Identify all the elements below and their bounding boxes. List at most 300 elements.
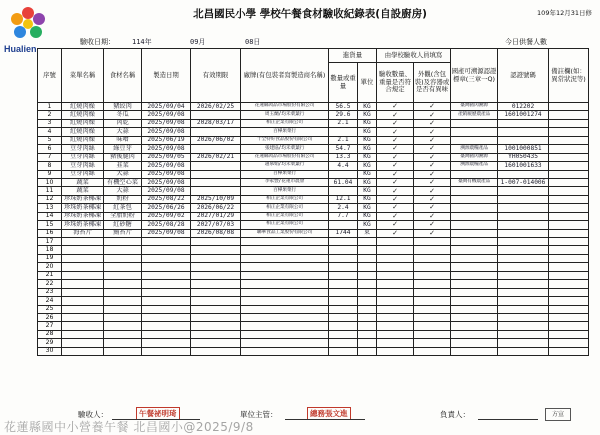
row-remarks <box>549 229 589 237</box>
row-unit <box>358 271 377 279</box>
row-check-qty <box>377 280 414 288</box>
row-check-shape: ✓ <box>414 136 451 144</box>
table-row <box>38 170 589 178</box>
row-check-shape: ✓ <box>414 204 451 212</box>
row-check-qty <box>377 288 414 296</box>
row-brand: 花蓮縣肉品市場股份有限公司 <box>241 153 329 161</box>
row-check-qty <box>377 347 414 355</box>
row-dish <box>62 263 104 271</box>
row-dish <box>62 339 104 347</box>
row-remarks <box>549 347 589 355</box>
row-dish: 蔬菜 <box>62 187 104 195</box>
row-ingredient: 奶粉 <box>104 195 142 203</box>
row-check-qty: ✓ <box>377 153 414 161</box>
row-check-qty <box>377 254 414 262</box>
row-qty: 1744 <box>329 229 358 237</box>
row-dish <box>62 288 104 296</box>
row-ingredient: 綠豆芽 <box>104 145 142 153</box>
row-expiry <box>191 305 241 313</box>
row-brand <box>241 313 329 321</box>
row-unit: KG <box>358 119 377 127</box>
row-remarks <box>549 288 589 296</box>
row-check-shape: ✓ <box>414 103 451 111</box>
row-unit <box>358 246 377 254</box>
row-check-qty <box>377 297 414 305</box>
row-unit: KG <box>358 111 377 119</box>
row-cert-no: 1-007-014006 <box>498 178 549 186</box>
row-cert <box>451 271 498 279</box>
table-row <box>38 212 589 220</box>
row-cert <box>451 254 498 262</box>
row-brand: 百樺果菜行 <box>241 170 329 178</box>
row-remarks <box>549 136 589 144</box>
row-cert <box>451 136 498 144</box>
row-dish <box>62 246 104 254</box>
col-expiry: 有效期限 <box>191 49 241 103</box>
row-remarks <box>549 339 589 347</box>
row-expiry: 2026/02/25 <box>191 103 241 111</box>
row-no: 22 <box>38 280 62 288</box>
row-remarks <box>549 170 589 178</box>
row-mfg-date: 2025/09/08 <box>142 229 191 237</box>
row-check-qty: ✓ <box>377 145 414 153</box>
row-check-shape: ✓ <box>414 195 451 203</box>
row-check-qty: ✓ <box>377 229 414 237</box>
row-check-qty <box>377 322 414 330</box>
row-expiry <box>191 339 241 347</box>
row-cert-no <box>498 187 549 195</box>
row-no: 29 <box>38 339 62 347</box>
unit-head-sign-line <box>285 419 365 420</box>
row-ingredient: 紅砂糖 <box>104 221 142 229</box>
row-ingredient: 紅茶包 <box>104 204 142 212</box>
row-dish: 豆芽肉絲 <box>62 153 104 161</box>
row-unit <box>358 330 377 338</box>
row-brand <box>241 271 329 279</box>
row-check-qty: ✓ <box>377 187 414 195</box>
row-unit <box>358 339 377 347</box>
row-expiry <box>191 347 241 355</box>
row-ingredient <box>104 288 142 296</box>
row-check-shape <box>414 322 451 330</box>
row-check-qty <box>377 238 414 246</box>
table-row <box>38 254 589 262</box>
row-mfg-date <box>142 254 191 262</box>
table-row <box>38 322 589 330</box>
row-cert <box>451 347 498 355</box>
row-qty <box>329 297 358 305</box>
col-remarks: 備註欄(如：異常狀況等) <box>549 49 589 103</box>
table-row <box>38 229 589 237</box>
row-expiry <box>191 246 241 254</box>
row-cert-no <box>498 204 549 212</box>
row-remarks <box>549 119 589 127</box>
row-cert-no <box>498 263 549 271</box>
row-dish <box>62 254 104 262</box>
table-row <box>38 153 589 161</box>
col-check-shape: 外觀(含包裝)及容器或是否有異味 <box>414 63 451 103</box>
watermark-text: 花蓮縣國中小營養午餐 北昌國小@2025/9/8 <box>4 420 254 434</box>
row-cert-no <box>498 195 549 203</box>
row-mfg-date <box>142 246 191 254</box>
row-mfg-date <box>142 271 191 279</box>
row-check-shape: ✓ <box>414 145 451 153</box>
row-cert <box>451 204 498 212</box>
row-dish <box>62 330 104 338</box>
row-remarks <box>549 330 589 338</box>
row-check-qty: ✓ <box>377 204 414 212</box>
row-brand <box>241 339 329 347</box>
row-mfg-date: 2025/09/08 <box>142 111 191 119</box>
row-cert-no <box>498 254 549 262</box>
row-check-shape: ✓ <box>414 111 451 119</box>
row-cert: 產銷履歷農產品 <box>451 111 498 119</box>
row-qty: 29.6 <box>329 111 358 119</box>
table-row <box>38 103 589 111</box>
row-unit: KG <box>358 153 377 161</box>
row-check-shape: ✓ <box>414 212 451 220</box>
row-cert-no: 1001000851 <box>498 145 549 153</box>
row-cert-no <box>498 119 549 127</box>
row-cert <box>451 322 498 330</box>
row-unit <box>358 280 377 288</box>
table-row <box>38 305 589 313</box>
table-row <box>38 280 589 288</box>
table-row <box>38 297 589 305</box>
row-unit: KG <box>358 136 377 144</box>
row-no: 19 <box>38 254 62 262</box>
row-cert <box>451 212 498 220</box>
table-row <box>38 339 589 347</box>
row-check-qty: ✓ <box>377 195 414 203</box>
row-cert-no <box>498 288 549 296</box>
row-mfg-date: 2025/08/28 <box>142 221 191 229</box>
row-remarks <box>549 238 589 246</box>
table-row <box>38 119 589 127</box>
row-expiry <box>191 322 241 330</box>
servings-label: 今日供餐人數 <box>505 38 547 46</box>
row-no: 21 <box>38 271 62 279</box>
row-qty <box>329 254 358 262</box>
row-cert-no <box>498 170 549 178</box>
row-cert <box>451 238 498 246</box>
row-dish: 珍珠奶茶椰凍 <box>62 195 104 203</box>
row-expiry <box>191 297 241 305</box>
row-qty <box>329 313 358 321</box>
row-remarks <box>549 162 589 170</box>
row-mfg-date: 2025/09/08 <box>142 119 191 127</box>
row-mfg-date <box>142 347 191 355</box>
row-ingredient <box>104 297 142 305</box>
row-remarks <box>549 221 589 229</box>
row-cert-no <box>498 330 549 338</box>
row-ingredient: 有機空心菜 <box>104 178 142 186</box>
row-dish: 珍珠奶茶椰凍 <box>62 221 104 229</box>
row-no: 18 <box>38 246 62 254</box>
row-mfg-date <box>142 297 191 305</box>
row-cert-no <box>498 238 549 246</box>
responsible-sign-line <box>478 419 538 420</box>
row-no: 5 <box>38 136 62 144</box>
row-mfg-date: 2025/09/05 <box>142 153 191 161</box>
row-unit <box>358 313 377 321</box>
row-brand: 十全特好食品股份有限公司 <box>241 136 329 144</box>
row-unit <box>358 322 377 330</box>
row-ingredient: 味噌 <box>104 136 142 144</box>
row-no: 13 <box>38 204 62 212</box>
row-ingredient <box>104 322 142 330</box>
table-row <box>38 195 589 203</box>
row-cert <box>451 187 498 195</box>
row-cert <box>451 170 498 178</box>
table-row <box>38 288 589 296</box>
row-brand: 周玉蘭/均禾菜葉行 <box>241 111 329 119</box>
row-no: 7 <box>38 153 62 161</box>
row-check-shape: ✓ <box>414 187 451 195</box>
row-cert <box>451 339 498 347</box>
row-cert <box>451 313 498 321</box>
row-check-qty <box>377 313 414 321</box>
row-remarks <box>549 322 589 330</box>
row-unit <box>358 238 377 246</box>
row-brand <box>241 288 329 296</box>
row-brand <box>241 347 329 355</box>
row-dish <box>62 322 104 330</box>
inspection-day: 08日 <box>245 38 261 46</box>
row-check-shape <box>414 305 451 313</box>
row-ingredient <box>104 280 142 288</box>
row-expiry <box>191 145 241 153</box>
row-qty <box>329 280 358 288</box>
row-no: 2 <box>38 111 62 119</box>
row-check-shape <box>414 330 451 338</box>
row-no: 10 <box>38 178 62 186</box>
row-cert <box>451 305 498 313</box>
col-unit: 單位 <box>358 63 377 103</box>
row-qty: 2.1 <box>329 136 358 144</box>
col-cert-no: 認證號碼 <box>498 49 549 103</box>
inspector-stamp: 午餐祕明琦 <box>136 407 180 420</box>
row-no: 25 <box>38 305 62 313</box>
row-cert-no: 1601001633 <box>498 162 549 170</box>
row-mfg-date: 2025/09/08 <box>142 162 191 170</box>
inspection-date-label: 驗收日期： <box>80 38 115 46</box>
row-expiry <box>191 280 241 288</box>
row-check-qty: ✓ <box>377 170 414 178</box>
row-qty <box>329 187 358 195</box>
inspection-table <box>37 48 589 356</box>
row-remarks <box>549 145 589 153</box>
row-expiry: 2028/03/17 <box>191 119 241 127</box>
row-no: 4 <box>38 128 62 136</box>
row-ingredient: 大蒜 <box>104 170 142 178</box>
col-inspector-group: 由學校驗收人員填寫 <box>377 49 451 63</box>
row-check-shape: ✓ <box>414 153 451 161</box>
row-mfg-date: 2025/09/02 <box>142 212 191 220</box>
table-row <box>38 246 589 254</box>
row-check-shape: ✓ <box>414 128 451 136</box>
row-cert-no <box>498 322 549 330</box>
row-cert-no: YH050435 <box>498 153 549 161</box>
row-dish: 紅燒肉燥 <box>62 128 104 136</box>
row-no: 14 <box>38 212 62 220</box>
row-unit: KG <box>358 145 377 153</box>
row-check-qty: ✓ <box>377 221 414 229</box>
row-no: 20 <box>38 263 62 271</box>
row-qty: 7.7 <box>329 212 358 220</box>
row-no: 12 <box>38 195 62 203</box>
row-cert-no <box>498 246 549 254</box>
row-ingredient <box>104 313 142 321</box>
row-no: 9 <box>38 170 62 178</box>
row-cert <box>451 195 498 203</box>
row-remarks <box>549 153 589 161</box>
row-mfg-date <box>142 313 191 321</box>
row-ingredient <box>104 238 142 246</box>
row-unit <box>358 254 377 262</box>
table-row <box>38 221 589 229</box>
row-expiry: 2026/06/02 <box>191 136 241 144</box>
row-dish: 珍珠奶茶椰凍 <box>62 204 104 212</box>
row-remarks <box>549 204 589 212</box>
row-ingredient: 冬瓜 <box>104 111 142 119</box>
row-cert-no: 1601001274 <box>498 111 549 119</box>
row-unit <box>358 305 377 313</box>
row-check-qty: ✓ <box>377 111 414 119</box>
row-brand <box>241 305 329 313</box>
col-dish: 菜單名稱 <box>62 49 104 103</box>
row-remarks <box>549 103 589 111</box>
row-cert-no: 012202 <box>498 103 549 111</box>
row-cert-no <box>498 271 549 279</box>
row-dish: 紅燒肉燥 <box>62 136 104 144</box>
row-unit <box>358 347 377 355</box>
row-expiry <box>191 111 241 119</box>
col-brand: 廠牌(有包裝者寫製造商名稱) <box>241 49 329 103</box>
row-remarks <box>549 187 589 195</box>
row-check-shape: ✓ <box>414 178 451 186</box>
row-no: 28 <box>38 330 62 338</box>
row-qty <box>329 271 358 279</box>
row-brand: 百樺果菜行 <box>241 128 329 136</box>
row-dish: 海苔片 <box>62 229 104 237</box>
row-expiry <box>191 162 241 170</box>
row-brand <box>241 297 329 305</box>
row-no: 16 <box>38 229 62 237</box>
row-unit: KG <box>358 162 377 170</box>
row-ingredient: 豬後腿肉 <box>104 153 142 161</box>
row-cert <box>451 288 498 296</box>
row-check-qty <box>377 305 414 313</box>
row-remarks <box>549 178 589 186</box>
row-cert <box>451 246 498 254</box>
row-expiry <box>191 313 241 321</box>
row-no: 17 <box>38 238 62 246</box>
row-dish <box>62 297 104 305</box>
table-row <box>38 136 589 144</box>
row-ingredient <box>104 246 142 254</box>
row-dish: 豆芽肉絲 <box>62 162 104 170</box>
row-ingredient <box>104 263 142 271</box>
row-check-shape <box>414 297 451 305</box>
row-dish: 豆芽肉絲 <box>62 170 104 178</box>
table-row <box>38 162 589 170</box>
table-row <box>38 313 589 321</box>
row-cert <box>451 297 498 305</box>
row-expiry <box>191 170 241 178</box>
row-mfg-date <box>142 280 191 288</box>
row-no: 27 <box>38 322 62 330</box>
row-brand: 花蓮縣肉品市場股份有限公司 <box>241 103 329 111</box>
row-expiry: 2027/07/03 <box>191 221 241 229</box>
row-expiry <box>191 288 241 296</box>
row-expiry <box>191 254 241 262</box>
row-ingredient: 全脂奶粉 <box>104 212 142 220</box>
row-check-qty: ✓ <box>377 136 414 144</box>
row-check-qty: ✓ <box>377 103 414 111</box>
row-mfg-date <box>142 305 191 313</box>
col-ingredient: 食材名稱 <box>104 49 142 103</box>
row-check-shape: ✓ <box>414 162 451 170</box>
row-dish <box>62 271 104 279</box>
row-qty <box>329 339 358 347</box>
row-check-shape <box>414 288 451 296</box>
table-row <box>38 178 589 186</box>
row-remarks <box>549 271 589 279</box>
row-dish: 紅燒肉燥 <box>62 119 104 127</box>
row-qty <box>329 347 358 355</box>
row-mfg-date <box>142 238 191 246</box>
col-cert: 國產可溯源認證標章(三章一Q) <box>451 49 498 103</box>
row-remarks <box>549 297 589 305</box>
row-check-shape <box>414 280 451 288</box>
row-dish <box>62 280 104 288</box>
row-check-qty <box>377 330 414 338</box>
unit-head-label: 單位主管： <box>240 410 278 419</box>
row-qty <box>329 288 358 296</box>
row-no: 24 <box>38 297 62 305</box>
row-remarks <box>549 195 589 203</box>
row-unit: KG <box>358 212 377 220</box>
row-dish <box>62 238 104 246</box>
row-check-qty: ✓ <box>377 178 414 186</box>
row-cert <box>451 229 498 237</box>
row-cert-no <box>498 313 549 321</box>
row-ingredient <box>104 254 142 262</box>
row-cert <box>451 330 498 338</box>
table-row <box>38 111 589 119</box>
row-cert <box>451 280 498 288</box>
row-check-shape <box>414 347 451 355</box>
row-check-shape <box>414 238 451 246</box>
row-brand <box>241 263 329 271</box>
col-check-qty: 驗收數量、重量是否符合規定 <box>377 63 414 103</box>
row-ingredient <box>104 339 142 347</box>
row-ingredient <box>104 330 142 338</box>
row-expiry <box>191 238 241 246</box>
row-qty <box>329 238 358 246</box>
row-dish <box>62 313 104 321</box>
row-check-qty: ✓ <box>377 119 414 127</box>
inspection-table-container <box>37 48 588 411</box>
row-qty: 13.3 <box>329 153 358 161</box>
row-brand <box>241 246 329 254</box>
row-qty: 56.5 <box>329 103 358 111</box>
row-check-shape: ✓ <box>414 229 451 237</box>
responsible-stamp: 方宣 <box>545 408 571 421</box>
unit-head-stamp: 總務張文進 <box>307 407 351 420</box>
page-title: 北昌國民小學 學校午餐食材驗收紀錄表(自設廚房) <box>193 8 427 20</box>
